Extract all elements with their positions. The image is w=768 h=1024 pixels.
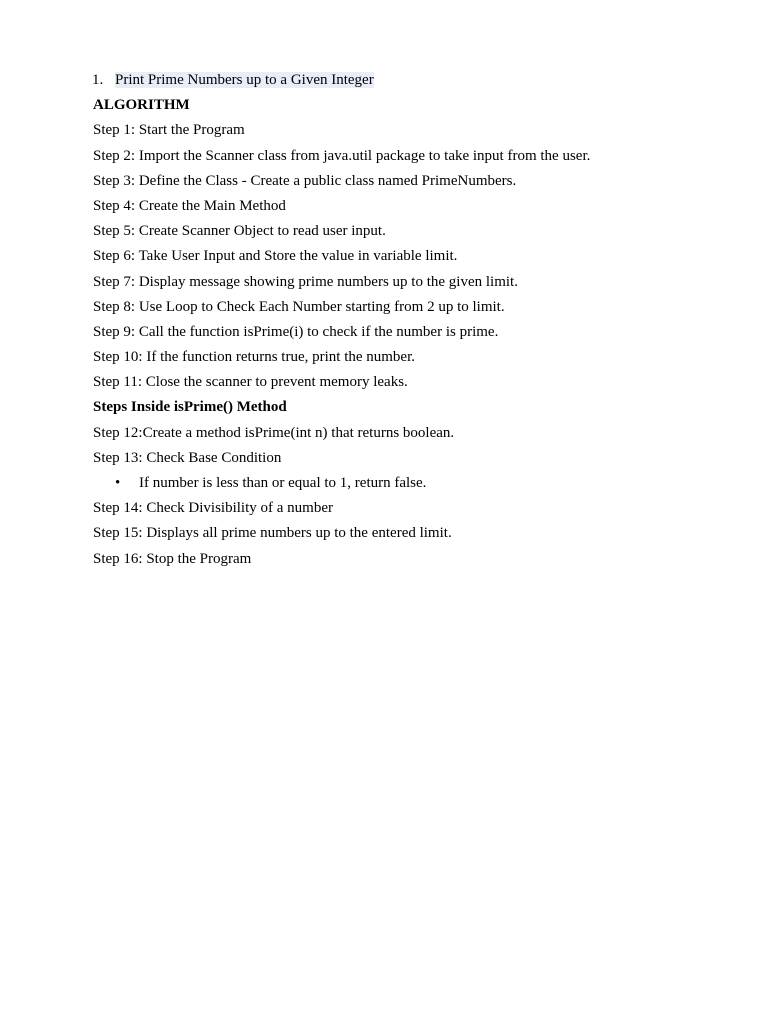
algorithm-title: ALGORITHM <box>93 97 190 114</box>
step-3: Step 3: Define the Class - Create a public class named PrimeNumbers. <box>93 172 517 189</box>
step-9: Step 9: Call the function isPrime(i) to check if the number is prime. <box>93 323 499 340</box>
numbered-heading <box>69 68 733 93</box>
step-1: Step 1: Start the Program <box>93 122 245 139</box>
step-2: Step 2: Import the Scanner class from java.util package to take input from the user. <box>93 147 591 164</box>
step-12: Step 12:Create a method isPrime(int n) that returns boolean. <box>93 424 455 441</box>
subheading: Steps Inside isPrime() Method <box>93 399 287 416</box>
step-6: Step 6: Take User Input and Store the value in variable limit. <box>93 248 458 265</box>
step-4: Step 4: Create the Main Method <box>93 197 286 214</box>
step-7: Step 7: Display message showing prime numbers up to the given limit. <box>93 273 518 290</box>
step-11: Step 11: Close the scanner to prevent memory leaks. <box>93 374 408 391</box>
step-10: Step 10: If the function returns true, print the number. <box>93 349 416 366</box>
bullet-item <box>93 471 733 496</box>
step-13: Step 13: Check Base Condition <box>93 449 282 466</box>
heading-text: Print Prime Numbers up to a Given Integer <box>115 72 374 88</box>
step-14: Step 14: Check Divisibility of a number <box>93 500 333 517</box>
bullet-icon: • <box>115 475 121 491</box>
step-16: Step 16: Stop the Program <box>93 550 252 567</box>
step-8: Step 8: Use Loop to Check Each Number starting from 2 up to limit. <box>93 298 505 315</box>
list-number: 1. <box>92 72 104 88</box>
document-body <box>93 68 733 572</box>
step-15: Step 15: Displays all prime numbers up to the entered limit. <box>93 525 452 542</box>
bullet-text: If number is less than or equal to 1, return false. <box>139 475 427 491</box>
step-5: Step 5: Create Scanner Object to read user input. <box>93 223 386 240</box>
